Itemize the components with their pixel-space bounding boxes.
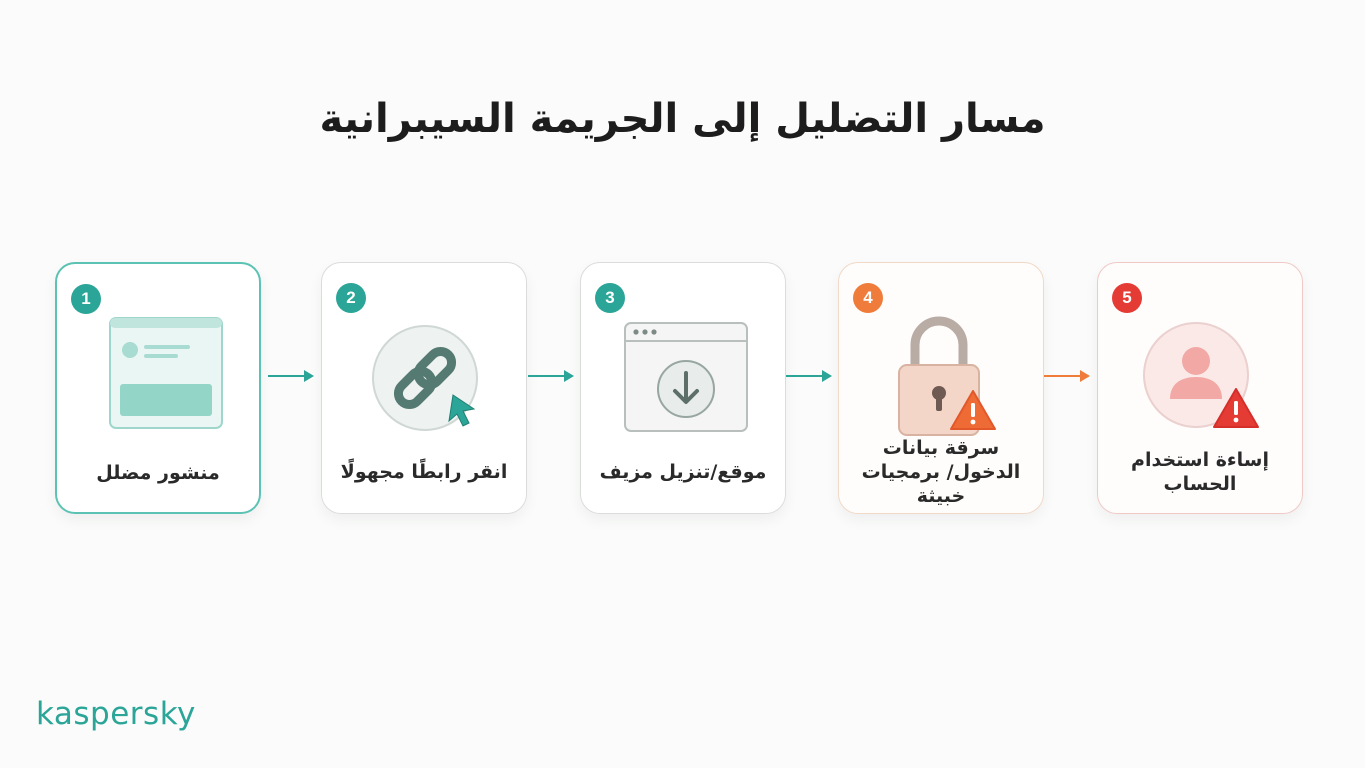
arrow-3-to-4 <box>784 366 834 386</box>
step-5-label: إساءة استخدام الحساب <box>1131 449 1269 495</box>
step-2-card <box>321 262 527 514</box>
social-post-icon <box>85 304 235 444</box>
step-3-card <box>580 262 786 514</box>
step-1-badge: 1 <box>71 284 101 314</box>
arrow-4-to-5 <box>1042 366 1092 386</box>
step-3-label: موقع/تنزيل مزيف <box>599 461 767 484</box>
arrow-1-to-2 <box>266 366 316 386</box>
kaspersky-logo: kaspersky <box>36 696 196 732</box>
lock-warning-icon <box>867 303 1017 443</box>
link-click-icon <box>350 303 500 443</box>
step-1-card <box>55 262 261 514</box>
step-4-badge: 4 <box>853 283 883 313</box>
step-2-badge: 2 <box>336 283 366 313</box>
step-3-badge: 3 <box>595 283 625 313</box>
diagram-title: مسار التضليل إلى الجريمة السيبرانية <box>319 96 1046 142</box>
download-window-icon <box>609 303 759 443</box>
step-5-badge: 5 <box>1112 283 1142 313</box>
step-5-card <box>1097 262 1303 514</box>
step-2-label: انقر رابطًا مجهولًا <box>340 461 508 484</box>
step-1-label: منشور مضلل <box>96 462 220 485</box>
arrow-2-to-3 <box>526 366 576 386</box>
step-4-label: سرقة بيانات الدخول/ برمجيات خبيثة <box>861 437 1021 507</box>
step-4-card <box>838 262 1044 514</box>
user-warning-icon <box>1126 303 1276 443</box>
